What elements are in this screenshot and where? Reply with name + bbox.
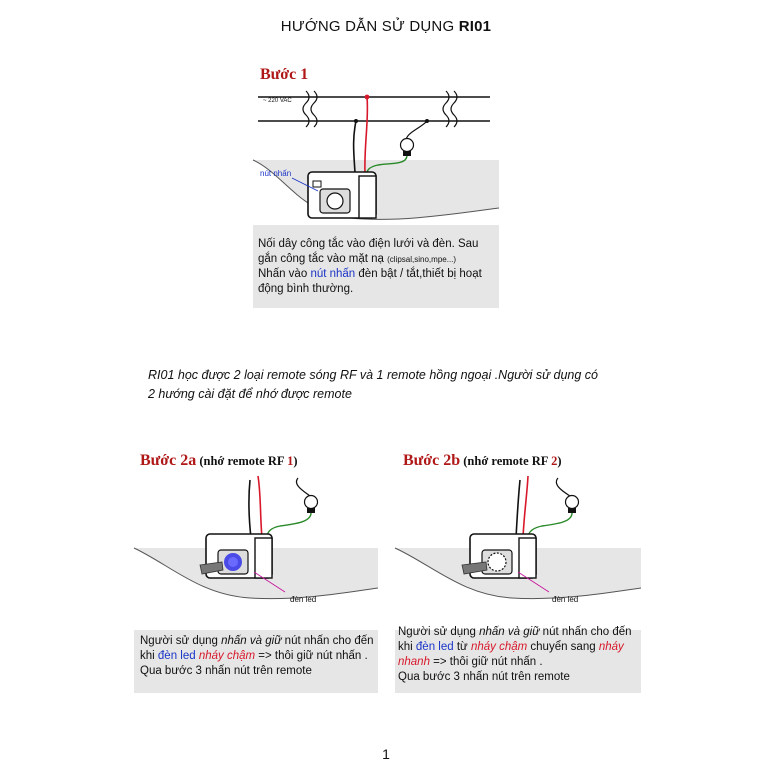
step1-wiring-diagram — [240, 85, 510, 225]
step1-heading: Bước 1 — [260, 66, 309, 83]
step2b-diagram — [392, 470, 652, 630]
step1-description: Nối dây công tắc vào điện lưới và đèn. Sau gắn công tắc vào mặt nạ (clipsal,sino,mpe...) Nhấn vào nút nhấn đèn bật / tắt,thiết bị hoạt động bình thường. — [258, 238, 482, 295]
page-number: 1 — [382, 746, 390, 762]
step2a-heading: Bước 2a (nhớ remote RF 1) — [140, 452, 298, 469]
intro-text: RI01 học được 2 loại remote sóng RF và 1 remote hồng ngoại .Người sử dụng có 2 hướng cài đặt để nhớ được remote — [148, 368, 598, 401]
title-model: RI01 — [458, 18, 492, 35]
document-title — [0, 18, 772, 35]
step2b-led-label: đèn led — [552, 595, 579, 604]
button-label: nút nhấn — [260, 169, 292, 178]
step2a-led-label: đèn led — [290, 595, 317, 604]
step2a-diagram — [130, 470, 390, 630]
voltage-label: ~ 220 VAC — [263, 98, 292, 104]
step2a-description: Người sử dụng nhấn và giữ nút nhấn cho đến khi đèn led nháy chậm => thôi giữ nút nhấn . Qua bước 3 nhấn nút trên remote — [140, 635, 374, 677]
title-text: HƯỚNG DẪN SỬ DỤNG — [280, 18, 459, 35]
step2b-description: Người sử dụng nhấn và giữ nút nhấn cho đến khi đèn led từ nháy chậm chuyển sang nháy nhanh => thôi giữ nút nhấn . Qua bước 3 nhấn nút trên remote — [398, 626, 632, 683]
step2b-heading: Bước 2b (nhớ remote RF 2) — [403, 452, 562, 469]
